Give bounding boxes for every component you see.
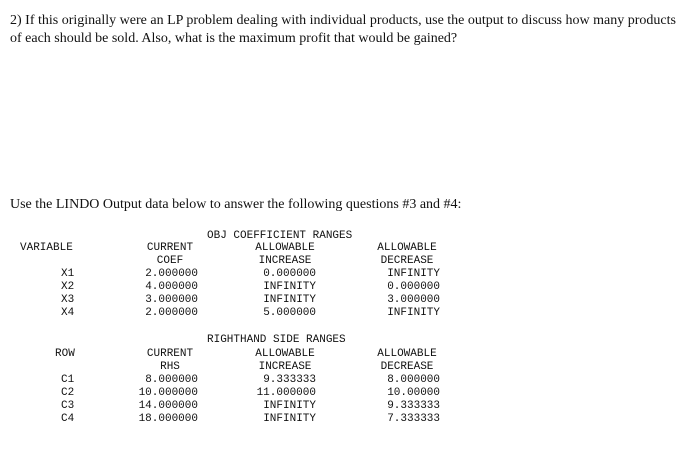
instructions-text: Use the LINDO Output data below to answer the following questions #3 and #4: [10, 197, 462, 212]
obj-row-increase: INFINITY [263, 281, 316, 293]
rhs-row-increase: INFINITY [263, 400, 316, 412]
rhs-row-current: 18.000000 [138, 413, 198, 425]
obj-row-decrease: INFINITY [387, 307, 440, 319]
rhs-row-current: 14.000000 [138, 400, 198, 412]
obj-row-current: 3.000000 [145, 294, 198, 306]
rhs-header-allowable-decrease: ALLOWABLE [377, 348, 437, 360]
obj-header-allowable-decrease: ALLOWABLE [377, 242, 437, 254]
rhs-header-decrease: DECREASE [380, 361, 434, 373]
rhs-row-name: C2 [61, 387, 75, 399]
rhs-row-increase: INFINITY [263, 413, 316, 425]
obj-header-coef: COEF [156, 255, 184, 267]
rhs-row-name: C3 [61, 400, 75, 412]
rhs-header-row: ROW [55, 348, 75, 360]
rhs-row-decrease: 9.333333 [387, 400, 440, 412]
rhs-row-current: 10.000000 [138, 387, 198, 399]
obj-header-current: CURRENT [146, 242, 194, 254]
obj-row-decrease: 3.000000 [387, 294, 440, 306]
obj-row-decrease: INFINITY [387, 268, 440, 280]
obj-header-increase: INCREASE [258, 255, 312, 267]
obj-row-increase: INFINITY [263, 294, 316, 306]
obj-row-current: 2.000000 [145, 268, 198, 280]
obj-header-variable: VARIABLE [20, 242, 73, 254]
obj-row-name: X1 [61, 268, 75, 280]
rhs-header-rhs: RHS [160, 361, 180, 373]
obj-header-decrease: DECREASE [380, 255, 434, 267]
obj-ranges-title: OBJ COEFFICIENT RANGES [207, 230, 353, 242]
rhs-row-current: 8.000000 [145, 374, 198, 386]
rhs-row-name: C4 [61, 413, 75, 425]
rhs-row-decrease: 8.000000 [387, 374, 440, 386]
obj-row-name: X2 [61, 281, 75, 293]
rhs-row-increase: 11.000000 [256, 387, 316, 399]
rhs-header-current: CURRENT [146, 348, 194, 360]
obj-row-name: X4 [61, 307, 75, 319]
rhs-row-decrease: 7.333333 [387, 413, 440, 425]
rhs-row-decrease: 10.00000 [387, 387, 440, 399]
rhs-row-increase: 9.333333 [263, 374, 316, 386]
rhs-ranges-title: RIGHTHAND SIDE RANGES [207, 334, 346, 346]
obj-row-name: X3 [61, 294, 75, 306]
obj-row-decrease: 0.000000 [387, 281, 440, 293]
rhs-header-increase: INCREASE [258, 361, 312, 373]
question-2-text: 2) If this originally were an LP problem dealing with individual products, use the output to discuss how many products of each should be sold. Also, what is the maximum profit that would be gained? [10, 13, 676, 46]
obj-header-allowable-increase: ALLOWABLE [255, 242, 315, 254]
rhs-header-allowable-increase: ALLOWABLE [255, 348, 315, 360]
obj-row-increase: 0.000000 [263, 268, 316, 280]
obj-row-increase: 5.000000 [263, 307, 316, 319]
obj-row-current: 4.000000 [145, 281, 198, 293]
rhs-row-name: C1 [61, 374, 75, 386]
obj-row-current: 2.000000 [145, 307, 198, 319]
